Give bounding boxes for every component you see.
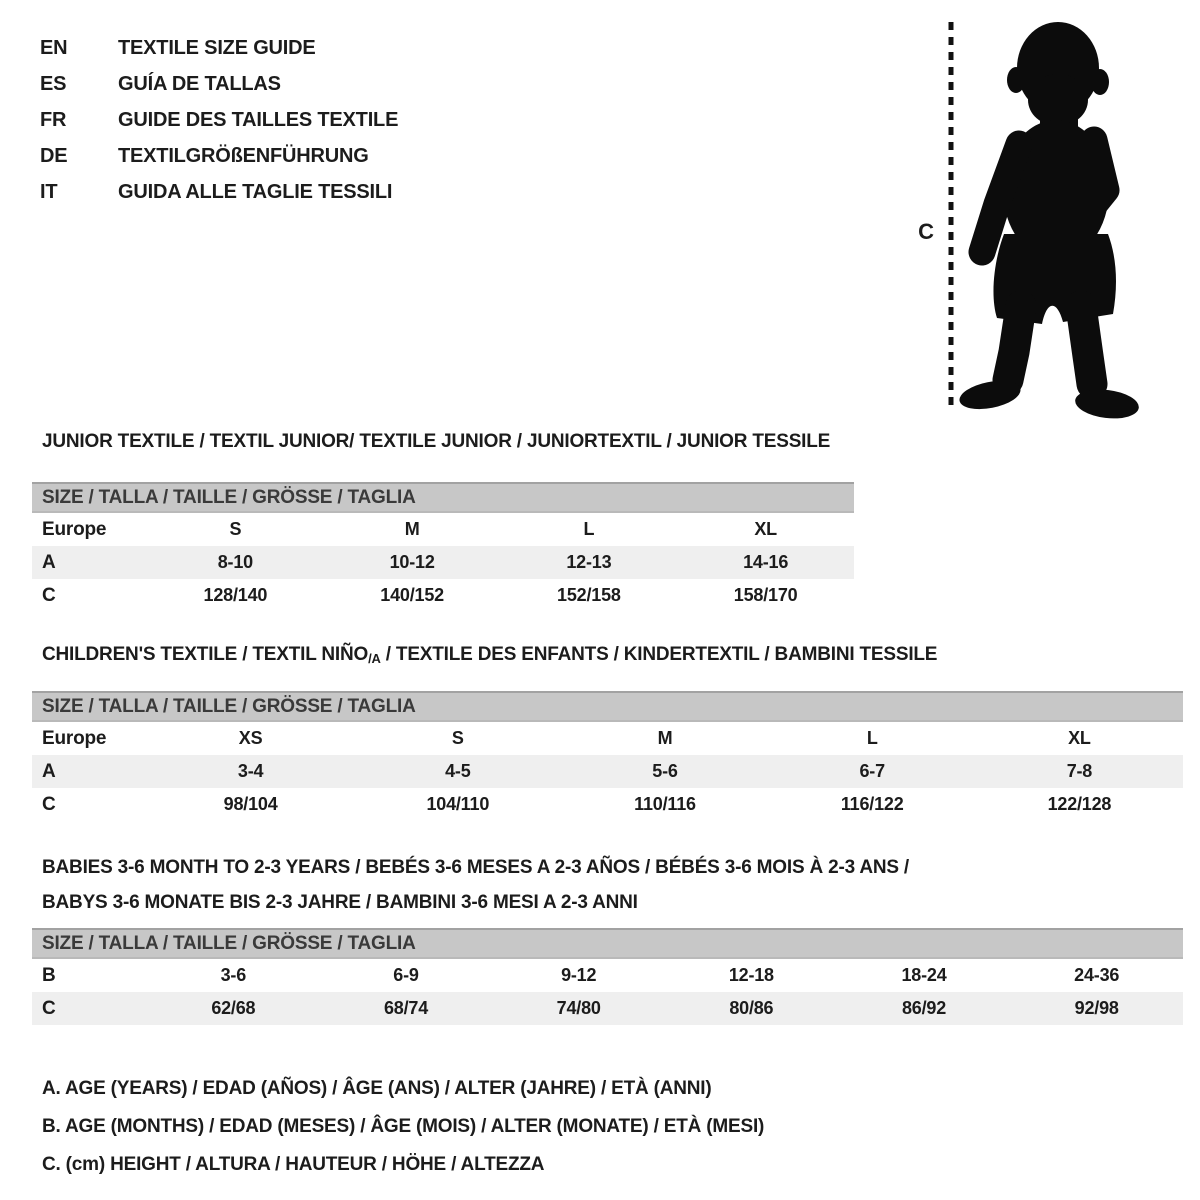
row-label: C [42,585,56,606]
size-cell: M [657,728,673,748]
row-label: C [42,794,56,815]
height-cell: 116/122 [840,794,904,814]
height-measure-label: C [918,219,934,244]
language-row-en [40,30,398,66]
size-cell: XS [238,728,263,748]
age-cell: 4-5 [445,761,471,781]
language-title-list [40,30,398,210]
language-code: IT [40,181,58,203]
row-label: Europe [42,519,107,540]
row-label: Europe [42,728,107,749]
guide-title-it: GUIDA ALLE TAGLIE TESSILI [118,181,393,203]
size-cell: L [866,728,878,748]
table-row-height [32,992,1183,1025]
babies-size-table [32,928,1183,1025]
height-cell: 128/140 [203,585,268,605]
row-label: B [42,965,56,986]
age-cell: 5-6 [652,761,678,781]
months-cell: 18-24 [901,965,947,985]
table-row-europe [32,513,854,546]
size-table-header: SIZE / TALLA / TAILLE / GRÖSSE / TAGLIA [32,691,1183,722]
height-cell: 110/116 [634,794,696,814]
junior-size-table [32,482,854,612]
size-table-header: SIZE / TALLA / TAILLE / GRÖSSE / TAGLIA [32,482,854,513]
babies-section-heading [42,850,909,920]
height-cell: 62/68 [211,998,256,1018]
table-row-age [32,546,854,579]
language-row-fr [40,102,398,138]
language-code: DE [40,145,68,167]
children-size-table [32,691,1183,821]
months-cell: 3-6 [220,965,247,985]
height-cell: 92/98 [1074,998,1119,1018]
language-code: ES [40,73,67,95]
height-cell: 68/74 [383,998,429,1018]
language-code: FR [40,109,67,131]
height-cell: 104/110 [426,794,490,814]
height-cell: 74/80 [556,998,601,1018]
size-cell: S [451,728,464,748]
guide-title-fr: GUIDE DES TAILLES TEXTILE [118,109,399,131]
table-row-age [32,755,1183,788]
age-cell: 12-13 [566,552,612,572]
children-section-heading [42,643,937,671]
size-table-header: SIZE / TALLA / TAILLE / GRÖSSE / TAGLIA [32,928,1183,959]
legend-line-a: A. AGE (YEARS) / EDAD (AÑOS) / ÂGE (ANS) / ALTER (JAHRE) / ETÀ (ANNI) [42,1078,712,1099]
age-cell: 6-7 [859,761,885,781]
size-cell: M [404,519,420,539]
size-cell: S [229,519,242,539]
babies-heading-line2: BABYS 3-6 MONATE BIS 2-3 JAHRE / BAMBINI 3-6 MESI A 2-3 ANNI [42,892,638,913]
size-cell: XL [754,519,777,539]
junior-section-heading: JUNIOR TEXTILE / TEXTIL JUNIOR/ TEXTILE JUNIOR / JUNIORTEXTIL / JUNIOR TESSILE [42,431,831,452]
table-row-height [32,579,854,612]
guide-title-es: GUÍA DE TALLAS [118,73,281,95]
months-cell: 24-36 [1074,965,1120,985]
children-heading-post: / TEXTILE DES ENFANTS / KINDERTEXTIL / BAMBINI TESSILE [380,644,938,665]
age-cell: 8-10 [217,552,253,572]
height-cell: 140/152 [380,585,444,605]
age-cell: 7-8 [1066,761,1093,781]
language-code: EN [40,37,68,59]
table-row-months [32,959,1183,992]
months-cell: 9-12 [561,965,597,985]
row-label: A [42,552,56,573]
toddler-silhouette-icon [920,8,1160,420]
children-heading-sub: /A [368,651,381,666]
guide-title-en: TEXTILE SIZE GUIDE [118,37,316,59]
height-cell: 122/128 [1047,794,1112,814]
age-cell: 10-12 [389,552,435,572]
height-cell: 86/92 [902,998,947,1018]
guide-title-de: TEXTILGRÖßENFÜHRUNG [118,145,369,167]
language-row-es [40,66,398,102]
months-cell: 12-18 [728,965,774,985]
height-cell: 80/86 [729,998,774,1018]
row-label: A [42,761,56,782]
age-cell: 14-16 [743,552,789,572]
table-row-height [32,788,1183,821]
age-cell: 3-4 [237,761,264,781]
row-label: C [42,998,56,1019]
legend-line-c: C. (cm) HEIGHT / ALTURA / HAUTEUR / HÖHE / ALTEZZA [42,1154,545,1175]
height-cell: 152/158 [557,585,621,605]
language-row-it [40,174,398,210]
children-heading-pre: CHILDREN'S TEXTILE / TEXTIL NIÑO [42,644,369,665]
table-row-europe [32,722,1183,755]
language-row-de [40,138,398,174]
size-cell: XL [1068,728,1091,748]
babies-heading-line1: BABIES 3-6 MONTH TO 2-3 YEARS / BEBÉS 3-6 MESES A 2-3 AÑOS / BÉBÉS 3-6 MOIS À 2-3 ANS / [42,857,910,878]
size-cell: L [583,519,595,539]
months-cell: 6-9 [393,965,419,985]
measure-legend [42,1070,764,1184]
height-cell: 158/170 [733,585,798,605]
height-cell: 98/104 [223,794,278,814]
legend-line-b: B. AGE (MONTHS) / EDAD (MESES) / ÂGE (MOIS) / ALTER (MONATE) / ETÀ (MESI) [42,1116,765,1137]
